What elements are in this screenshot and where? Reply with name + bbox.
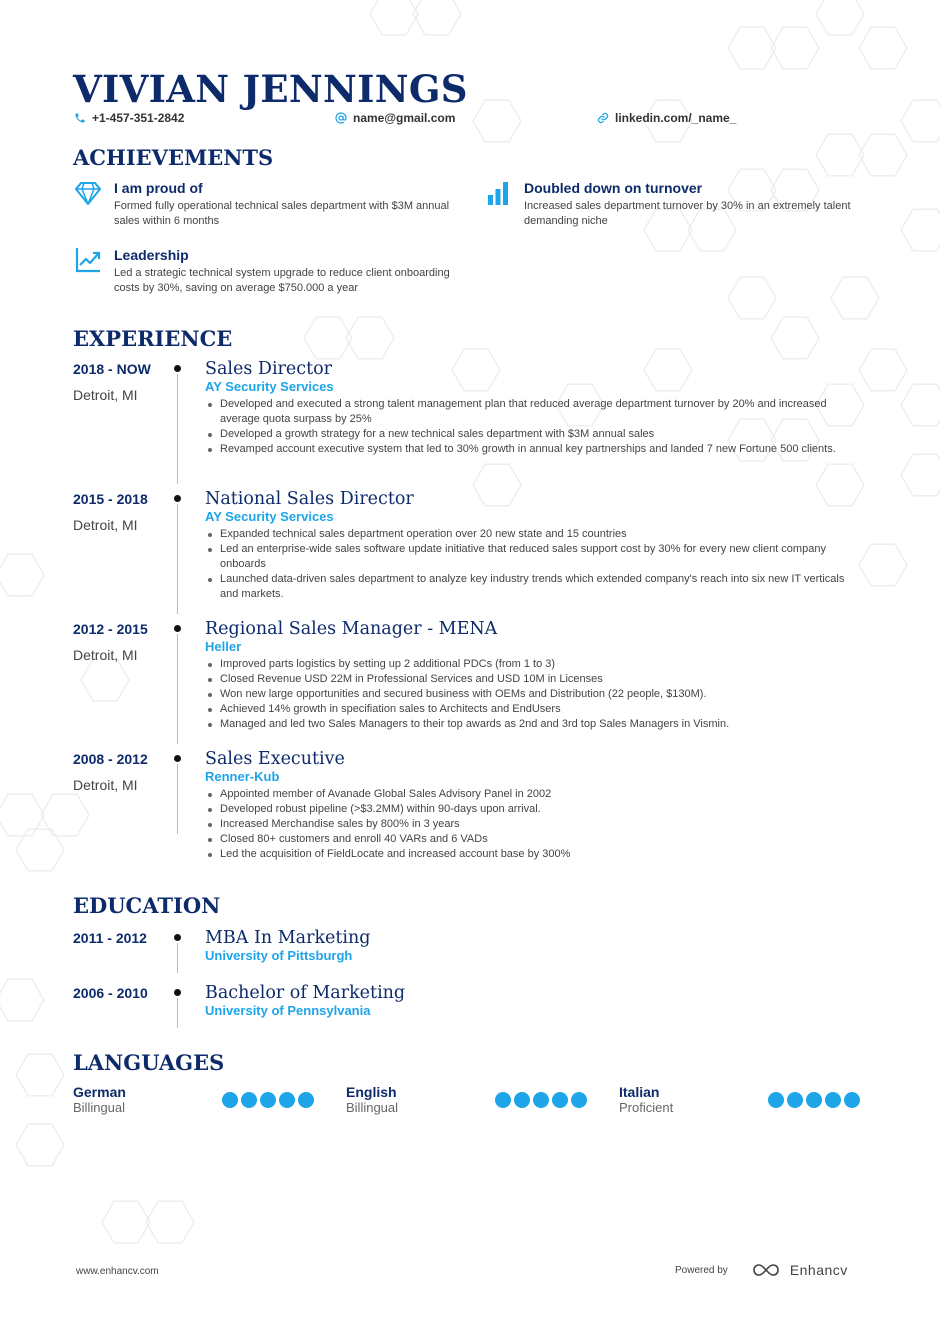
rating-dot <box>514 1092 530 1108</box>
experience-bullets <box>205 787 855 862</box>
diamond-icon <box>74 179 102 207</box>
bullet-item: Closed 80+ customers and enroll 40 VARs and 6 VADs <box>205 832 855 847</box>
education-date: 2006 - 2010 <box>73 985 148 1001</box>
job-title: Regional Sales Manager - MENA <box>205 619 498 639</box>
enhancv-logo-icon <box>750 1262 782 1278</box>
rating-dot <box>825 1092 841 1108</box>
bullet-item: Won new large opportunities and secured business with OEMs and Distribution (22 people, $130M). <box>205 687 855 702</box>
enhancv-brand-name: Enhancv <box>789 1262 848 1278</box>
achievements-heading: ACHIEVEMENTS <box>73 145 274 170</box>
experience-location: Detroit, MI <box>73 387 138 403</box>
phone-icon <box>74 112 86 124</box>
language-name: English <box>346 1084 397 1100</box>
timeline-line <box>177 943 178 973</box>
phone-number: +1-457-351-2842 <box>92 111 185 125</box>
achievement-title: Leadership <box>114 247 189 263</box>
experience-bullets <box>205 657 855 732</box>
bar-chart-icon <box>484 179 512 207</box>
candidate-name: VIVIAN JENNINGS <box>73 67 468 111</box>
bullet-item: Led the acquisition of FieldLocate and increased account base by 300% <box>205 847 855 862</box>
email-address: name@gmail.com <box>353 111 456 125</box>
bullet-item: Improved parts logistics by setting up 2 additional PDCs (from 1 to 3) <box>205 657 855 672</box>
rating-dot <box>260 1092 276 1108</box>
school-name: University of Pittsburgh <box>205 948 353 963</box>
timeline-line <box>177 634 178 744</box>
school-name: University of Pennsylvania <box>205 1003 371 1018</box>
timeline-dot <box>174 495 181 502</box>
job-title: National Sales Director <box>205 489 414 509</box>
company-name: Renner-Kub <box>205 769 280 784</box>
language-rating <box>495 1092 587 1108</box>
timeline-line <box>177 504 178 614</box>
rating-dot <box>844 1092 860 1108</box>
rating-dot <box>571 1092 587 1108</box>
bullet-item: Managed and led two Sales Managers to their top awards as 2nd and 3rd top Sales Managers in Vismin. <box>205 717 855 732</box>
bullet-item: Closed Revenue USD 22M in Professional Services and USD 10M in Licenses <box>205 672 855 687</box>
timeline-line <box>177 998 178 1028</box>
language-level: Proficient <box>619 1100 674 1115</box>
experience-location: Detroit, MI <box>73 777 138 793</box>
rating-dot <box>241 1092 257 1108</box>
timeline-dot <box>174 365 181 372</box>
experience-location: Detroit, MI <box>73 517 138 533</box>
achievement-description: Increased sales department turnover by 30% in an extremely talent demanding niche <box>524 200 851 227</box>
degree-title: Bachelor of Marketing <box>205 983 406 1003</box>
email-contact[interactable] <box>335 111 455 125</box>
job-title: Sales Executive <box>205 749 345 769</box>
rating-dot <box>279 1092 295 1108</box>
experience-date: 2015 - 2018 <box>73 491 148 507</box>
rating-dot <box>495 1092 511 1108</box>
timeline-dot <box>174 989 181 996</box>
bullet-item: Developed and executed a strong talent management plan that reduced average department turnover by 20% and increased average quota surpass by 25% <box>205 397 855 427</box>
bullet-item: Revamped account executive system that led to 30% growth in annual key partnerships and landed 7 new Fortune 500 clients. <box>205 442 855 457</box>
company-name: Heller <box>205 639 242 654</box>
experience-date: 2008 - 2012 <box>73 751 148 767</box>
bullet-item: Developed robust pipeline (>$3.2MM) within 90-days upon arrival. <box>205 802 855 817</box>
timeline-dot <box>174 625 181 632</box>
experience-bullets <box>205 397 855 457</box>
language-rating <box>222 1092 314 1108</box>
language-rating <box>768 1092 860 1108</box>
rating-dot <box>552 1092 568 1108</box>
language-level: Billingual <box>346 1100 399 1115</box>
achievement-title: I am proud of <box>114 180 203 196</box>
timeline-line <box>177 374 178 484</box>
rating-dot <box>806 1092 822 1108</box>
rating-dot <box>222 1092 238 1108</box>
experience-bullets <box>205 527 855 602</box>
bullet-item: Appointed member of Avanade Global Sales Advisory Panel in 2002 <box>205 787 855 802</box>
phone-contact[interactable] <box>74 111 184 125</box>
bullet-item: Expanded technical sales department operation over 20 new state and 15 countries <box>205 527 855 542</box>
timeline-line <box>177 764 178 834</box>
language-name: German <box>73 1084 126 1100</box>
job-title: Sales Director <box>205 359 333 379</box>
achievement-description: Led a strategic technical system upgrade to reduce client onboarding costs by 30%, saving on average $750.000 a year <box>114 267 450 294</box>
linkedin-url: linkedin.com/_name_ <box>615 111 737 125</box>
footer-website-link[interactable]: www.enhancv.com <box>76 1266 159 1277</box>
bullet-item: Developed a growth strategy for a new technical sales department with $3M annual sales <box>205 427 855 442</box>
experience-date: 2018 - NOW <box>73 361 151 377</box>
at-sign-icon <box>335 112 347 124</box>
linkedin-contact[interactable] <box>597 111 736 125</box>
rating-dot <box>533 1092 549 1108</box>
powered-by-label: Powered by <box>675 1264 728 1276</box>
company-name: AY Security Services <box>205 379 334 394</box>
experience-heading: EXPERIENCE <box>73 326 233 351</box>
bullet-item: Achieved 14% growth in specifiation sales to Architects and EndUsers <box>205 702 855 717</box>
experience-location: Detroit, MI <box>73 647 138 663</box>
trend-up-icon <box>74 246 102 274</box>
link-icon <box>597 112 609 124</box>
bullet-item: Increased Merchandise sales by 800% in 3 years <box>205 817 855 832</box>
experience-date: 2012 - 2015 <box>73 621 148 637</box>
timeline-dot <box>174 755 181 762</box>
bullet-item: Launched data-driven sales department to analyze key industry trends which extended company's reach into six new IT verticals and markets. <box>205 572 855 602</box>
achievement-title: Doubled down on turnover <box>524 180 703 196</box>
rating-dot <box>768 1092 784 1108</box>
rating-dot <box>298 1092 314 1108</box>
degree-title: MBA In Marketing <box>205 928 371 948</box>
education-heading: EDUCATION <box>73 893 221 918</box>
achievement-description: Formed fully operational technical sales department with $3M annual sales within 6 months <box>114 200 450 227</box>
timeline-dot <box>174 934 181 941</box>
rating-dot <box>787 1092 803 1108</box>
languages-heading: LANGUAGES <box>73 1050 225 1075</box>
bullet-item: Led an enterprise-wide sales software update initiative that reduced sales support cost by 30% for every new client company onboards <box>205 542 855 572</box>
company-name: AY Security Services <box>205 509 334 524</box>
language-name: Italian <box>619 1084 660 1100</box>
education-date: 2011 - 2012 <box>73 930 147 946</box>
language-level: Billingual <box>73 1100 126 1115</box>
footer-branding[interactable] <box>675 1262 848 1278</box>
